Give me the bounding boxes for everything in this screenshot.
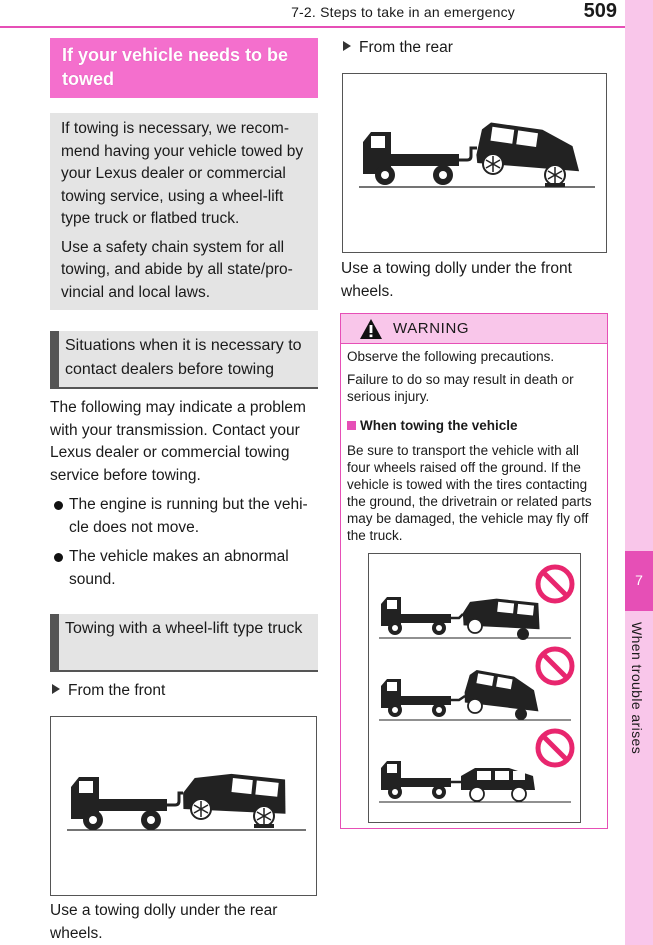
- prohibited-icon: [538, 649, 572, 683]
- bullet-icon: [54, 501, 63, 510]
- from-rear-label: From the rear: [343, 38, 453, 58]
- warning-body: Be sure to transport the vehicle with all four wheels raised off the ground. If the vehicle is towed with the tires contacting the ground, the drivetrain or related parts may be damaged, the vehicle may fly off the truck.: [347, 443, 592, 543]
- subsection-heading-dealers: Situations when it is necessary to contact dealers before towing: [50, 331, 318, 389]
- rear-caption: Use a towing dolly under the front wheels.: [341, 260, 572, 300]
- intro-paragraph-2: Use a safety chain system for all towing, and abide by all state/pro-vincial and local laws.: [61, 238, 293, 301]
- triangle-bullet-icon: [52, 684, 60, 694]
- transmission-paragraph: The following may indicate a problem with your transmission. Contact your Lexus dealer or commercial towing service before towing.: [50, 399, 306, 484]
- section-title: 7-2. Steps to take in an emergency: [291, 4, 515, 20]
- warning-consequence: Failure to do so may result in death or serious injury.: [347, 372, 574, 404]
- warning-triangle-icon: [359, 318, 383, 340]
- page-header: [0, 0, 625, 28]
- warning-precautions: Observe the following precautions.: [347, 349, 555, 364]
- intro-paragraph-1: If towing is necessary, we recom-mend having your vehicle towed by your Lexus dealer or commercial towing service, using a wheel-lift type truck or flatbed truck.: [61, 120, 304, 227]
- warning-title: WARNING: [393, 320, 470, 337]
- subsection-heading-wheel-lift: Towing with a wheel-lift type truck: [50, 614, 318, 672]
- warning-box: [340, 313, 608, 829]
- warning-header: [341, 314, 607, 344]
- front-caption: Use a towing dolly under the rear wheels.: [50, 902, 278, 942]
- pink-square-bullet-icon: [347, 421, 356, 430]
- page-number: 509: [583, 0, 617, 22]
- chapter-title: When trouble arises: [629, 622, 645, 755]
- bullet-text-2: The vehicle makes an abnormal sound.: [69, 548, 289, 588]
- from-front-label: From the front: [52, 681, 165, 701]
- chapter-number: 7: [635, 572, 643, 588]
- intro-box: [50, 113, 318, 310]
- prohibited-towing-illustration: [369, 554, 580, 822]
- prohibited-icon: [538, 567, 572, 601]
- tow-truck-front-illustration: [51, 717, 316, 895]
- figure-prohibited-towing: [368, 553, 581, 823]
- bullet-icon: [54, 553, 63, 562]
- warning-subheading: When towing the vehicle: [347, 418, 518, 433]
- chapter-tab[interactable]: [625, 551, 653, 611]
- chapter-strip: [625, 0, 653, 945]
- section-main-title: If your vehicle needs to be towed: [50, 38, 318, 98]
- list-item: [52, 546, 318, 591]
- triangle-bullet-icon: [343, 41, 351, 51]
- figure-tow-from-front: [50, 716, 317, 896]
- tow-truck-rear-illustration: [343, 74, 606, 252]
- bullet-text-1: The engine is running but the vehi-cle does not move.: [69, 496, 308, 536]
- prohibited-icon: [538, 731, 572, 765]
- list-item: [52, 494, 318, 539]
- figure-tow-from-rear: [342, 73, 607, 253]
